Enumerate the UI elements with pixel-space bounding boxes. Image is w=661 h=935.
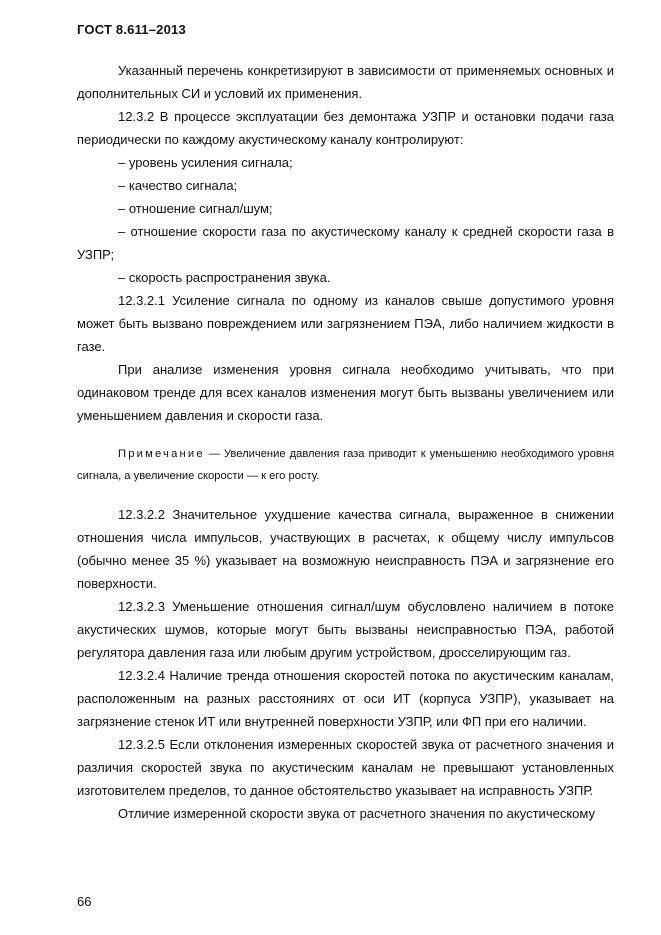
list-item: – отношение скорости газа по акустическому каналу к средней скорости газа в УЗПР; [77, 224, 614, 262]
paragraph-12-3-2-1: 12.3.2.1 Усиление сигнала по одному из каналов свыше допустимого уровня может быть вызвано повреждением или загрязнением ПЭА, либо наличием жидкости в газе. [77, 293, 614, 354]
list-item: – уровень усиления сигнала; [118, 155, 293, 170]
paragraph-12-3-2-3: 12.3.2.3 Уменьшение отношения сигнал/шум обусловлено наличием в потоке акустических шумов, которые могут быть вызваны неисправностью ПЭА, работой регулятора давления газа или любым другим устройством, дросселирующим газ. [77, 599, 614, 660]
paragraph-12-3-2-5: 12.3.2.5 Если отклонения измеренных скоростей звука от расчетного значения и различия скоростей звука по акустическим каналам не превышают установленных изготовителем пределов, то данное обстоятельство указывает на исправность УЗПР. [77, 737, 614, 798]
paragraph-12-3-2-4: 12.3.2.4 Наличие тренда отношения скоростей потока по акустическим каналам, расположенным на разных расстояниях от оси ИТ (корпуса УЗПР), указывает на загрязнение стенок ИТ или внутренней поверхности УЗПР, или ФП при его наличии. [77, 668, 614, 729]
document-body [77, 59, 614, 825]
paragraph: Отличие измеренной скорости звука от расчетного значения по акустическому [118, 806, 595, 821]
page-number: 66 [77, 894, 92, 909]
paragraph-12-3-2: 12.3.2 В процессе эксплуатации без демонтажа УЗПР и остановки подачи газа периодически по каждому акустическому каналу контролируют: [77, 109, 614, 147]
note-text: — Увеличение давления газа приводит к уменьшению необходимого уровня сигнала, а увеличение скорости — к его росту. [77, 448, 614, 482]
note-label: Примечание [118, 448, 205, 460]
list-item: – качество сигнала; [118, 178, 238, 193]
list-item: – скорость распространения звука. [118, 270, 331, 285]
paragraph-12-3-2-2: 12.3.2.2 Значительное ухудшение качества сигнала, выраженное в снижении отношения числа импульсов, участвующих в расчетах, к общему числу импульсов (обычно менее 35 %) указывает на возможную неисправность ПЭА и загрязнение его поверхности. [77, 507, 614, 591]
paragraph: Указанный перечень конкретизируют в зависимости от применяемых основных и дополнительных СИ и условий их применения. [77, 63, 614, 101]
list-item: – отношение сигнал/шум; [118, 201, 273, 216]
document-header: ГОСТ 8.611–2013 [77, 22, 186, 37]
paragraph: При анализе изменения уровня сигнала необходимо учитывать, что при одинаковом тренде для всех каналов изменения могут быть вызваны увеличением или уменьшением давления и скорости газа. [77, 362, 614, 423]
note [77, 443, 614, 487]
